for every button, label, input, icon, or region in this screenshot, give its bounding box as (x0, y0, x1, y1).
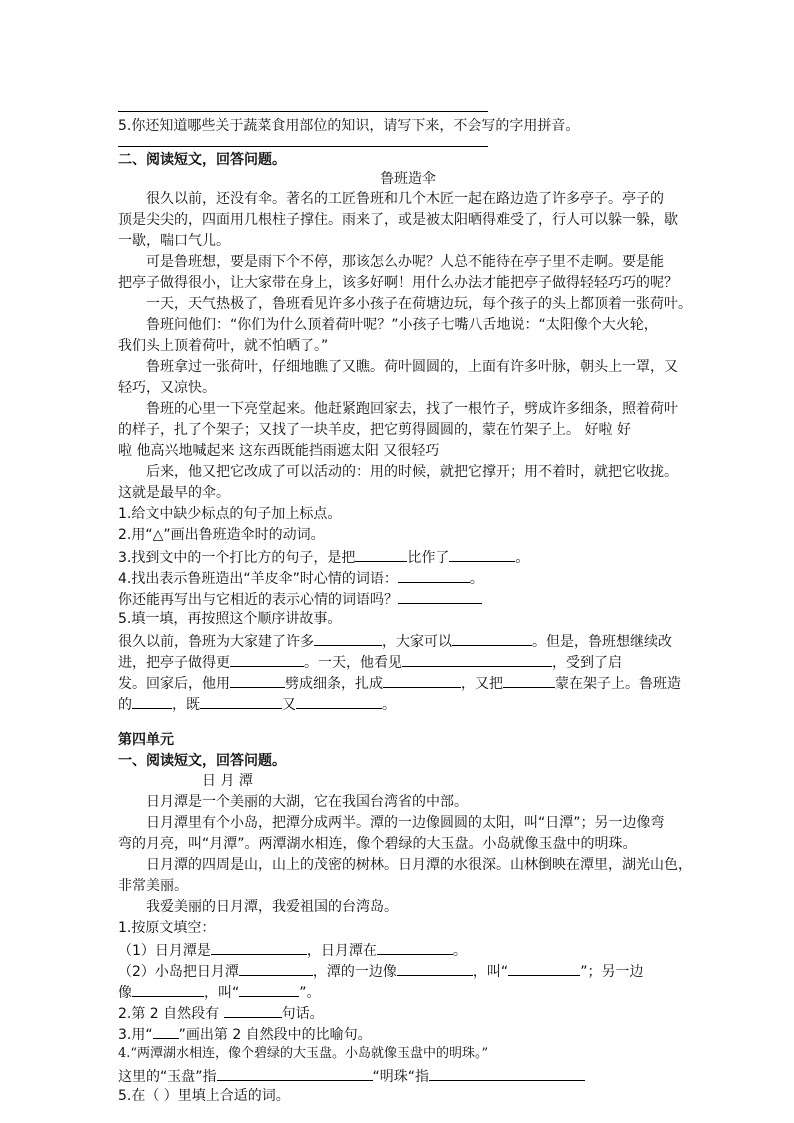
answer-blank[interactable] (224, 1002, 282, 1018)
fill-text: ”。 (299, 985, 321, 1001)
story-title: 日 月 潭 (202, 773, 253, 789)
fill-text: 又 (282, 697, 296, 713)
answer-blank[interactable] (398, 567, 470, 583)
fill-story-line (118, 672, 681, 694)
fill-text: 3.用“ (118, 1027, 153, 1043)
story-para-5: 轻巧，又凉快。 (118, 380, 216, 396)
answer-blank[interactable] (452, 630, 532, 646)
fill-text: ，又把 (461, 676, 503, 692)
fill-text: 很久以前，鲁班为大家建了许多 (118, 634, 314, 650)
story-para-4: 鲁班问他们：“你们为什么顶着荷叶呢？”小孩子七嘴八舌地说：“太阳像个大火轮， (146, 317, 658, 333)
story-para-1: 一歇，喘口气儿。 (118, 233, 230, 249)
story-para-6: 鲁班的心里一下亮堂起来。他赶紧跑回家去，找了一根竹子，劈成许多细条，照着荷叶 (146, 401, 678, 417)
story-para-2: 日月潭里有个小岛，把潭分成两半。潭的一边像圆圆的太阳，叫“日潭”；另一边像弯 (146, 815, 665, 831)
fill-text: 句话。 (281, 1006, 324, 1022)
fill-text: 劈成细条，扎成 (285, 676, 383, 692)
question-3-text: 。 (515, 550, 530, 566)
fill-text: 发。回家后，他用 (118, 676, 230, 692)
question-1-part-2 (118, 960, 643, 982)
fill-text: ，潭的一边像 (312, 964, 397, 980)
fill-text: ，叫“ (204, 985, 240, 1001)
story-para-7: 这就是最早的伞。 (118, 485, 230, 501)
story-para-4: 我们头上顶着荷叶，就不怕晒了。” (118, 338, 329, 354)
answer-blank[interactable] (211, 939, 307, 955)
answer-blank[interactable] (355, 546, 407, 562)
fill-text: ，受到了启 (552, 655, 622, 671)
story-para-7: 后来，他又把它改成了可以活动的：用的时候，就把它撑开；用不着时，就把它收拢。 (146, 464, 678, 480)
answer-line (118, 111, 488, 112)
unit-heading: 第四单元 (118, 732, 174, 748)
answer-blank[interactable] (200, 693, 282, 709)
fill-text: 进，把亭子做得更 (118, 655, 230, 671)
answer-blank[interactable] (132, 693, 172, 709)
question-4-followup (118, 588, 482, 610)
question-5-fill: 5.填一填，再按照这个顺序讲故事。 (118, 611, 342, 627)
answer-blank[interactable] (449, 546, 515, 562)
story-para-1: 顶是尖尖的，四面用几根柱子撑住。雨来了，或是被太阳晒得难受了，行人可以躲一躲，歇 (118, 212, 678, 228)
fill-story-line (118, 693, 396, 715)
question-4-text: 你还能再写出与它相近的表示心情的词语吗？ (118, 592, 398, 608)
answer-blank[interactable] (230, 672, 285, 688)
story-para-2: 弯的月亮，叫“月潭”。两潭湖水相连，像个碧绿的大玉盘。小岛就像玉盘中的明珠。 (118, 836, 637, 852)
answer-blank[interactable] (383, 672, 461, 688)
question-4 (118, 567, 484, 589)
fill-text: ，日月潭在 (306, 943, 377, 959)
answer-line (118, 146, 488, 147)
fill-text: ，既 (172, 697, 200, 713)
story-para-2: 把亭子做得很小，让大家带在身上，该多好啊！用什么办法才能把亭子做得轻轻巧巧的呢？ (118, 275, 678, 291)
fill-text: 。一天，他看见 (304, 655, 402, 671)
question-4: 4.“两潭湖水相连，像个碧绿的大玉盘。小岛就像玉盘中的明珠。” (118, 1046, 489, 1061)
story-para-5: 鲁班拿过一张荷叶，仔细地瞧了又瞧。荷叶圆圆的，上面有许多叶脉，朝头上一罩，又 (146, 359, 678, 375)
story-para-6: 啦 他高兴地喊起来 这东西既能挡雨遮太阳 又很轻巧 (118, 443, 440, 459)
question-5: 5.在（ ）里填上合适的词。 (118, 1088, 290, 1104)
question-1: 1.给文中缺少标点的句子加上标点。 (118, 506, 342, 522)
section-title-reading: 二、阅读短文，回答问题。 (118, 152, 286, 168)
story-para-3: 日月潭的四周是山，山上的茂密的树林。日月潭的水很深。山林倒映在潭里，湖光山色， (146, 857, 692, 873)
fill-story-line (118, 630, 672, 652)
fill-text: ”画出第 2 自然段中的比喻句。 (178, 1027, 372, 1043)
fill-text: 的 (118, 697, 132, 713)
question-1: 1.按原文填空： (118, 920, 216, 936)
fill-text: ，叫“ (472, 964, 509, 980)
fill-text: 蒙在架子上。鲁班造 (555, 676, 681, 692)
fill-text: 。但是，鲁班想继续改 (532, 634, 672, 650)
question-5: 5.你还知道哪些关于蔬菜食用部位的知识，请写下来，不会写的字用拼音。 (118, 118, 580, 134)
question-4-text: 。 (469, 571, 484, 587)
answer-blank[interactable] (132, 981, 204, 997)
question-3 (118, 546, 529, 568)
question-1-part-1 (118, 939, 467, 961)
answer-blank[interactable] (239, 981, 299, 997)
story-para-6: 的样子，扎了个架子；又找了一块羊皮，把它剪得圆圆的，蒙在竹架子上。 好啦 好 (118, 422, 631, 438)
answer-blank[interactable] (314, 630, 382, 646)
story-para-1: 日月潭是一个美丽的大湖，它在我国台湾省的中部。 (146, 794, 468, 810)
section-title-reading: 一、阅读短文，回答问题。 (118, 753, 286, 769)
story-para-3: 非常美丽。 (118, 878, 188, 894)
story-para-1: 很久以前，还没有伞。著名的工匠鲁班和几个木匠一起在路边造了许多亭子。亭子的 (146, 191, 664, 207)
story-title: 鲁班造伞 (380, 171, 436, 187)
answer-blank[interactable] (398, 588, 482, 604)
answer-blank[interactable] (296, 693, 382, 709)
answer-blank[interactable] (402, 651, 552, 667)
fill-text: 。 (382, 697, 396, 713)
answer-blank[interactable] (239, 960, 313, 976)
question-2: 2.用“△”画出鲁班造伞时的动词。 (118, 527, 325, 543)
question-4-answer (118, 1065, 585, 1087)
answer-blank[interactable] (508, 960, 580, 976)
fill-text: 像 (118, 985, 132, 1001)
story-para-3: 一天，天气热极了，鲁班看见许多小孩子在荷塘边玩，每个孩子的头上都顶着一张荷叶。 (146, 296, 692, 312)
fill-text: （2）小岛把日月潭 (118, 964, 239, 980)
fill-text: （1）日月潭是 (118, 943, 211, 959)
question-4-text: 4.找出表示鲁班造出“羊皮伞”时心情的词语： (118, 571, 398, 587)
question-3-text: 3.找到文中的一个打比方的句子，是把 (118, 550, 356, 566)
answer-blank[interactable] (503, 672, 555, 688)
answer-blank[interactable] (230, 651, 304, 667)
answer-blank[interactable] (217, 1065, 373, 1081)
fill-text: 2.第 2 自然段有 (118, 1006, 220, 1022)
answer-blank[interactable] (429, 1065, 585, 1081)
question-2 (118, 1002, 324, 1024)
question-1-part-2 (118, 981, 321, 1003)
story-para-4: 我爱美丽的日月潭，我爱祖国的台湾岛。 (146, 899, 398, 915)
question-3-text: 比作了 (407, 550, 450, 566)
fill-text: 这里的“玉盘”指 (118, 1069, 217, 1085)
fill-story-line (118, 651, 622, 673)
story-para-2: 可是鲁班想，要是雨下个不停，那该怎么办呢？人总不能待在亭子里不走啊。要是能 (146, 254, 664, 270)
fill-text: ，大家可以 (382, 634, 452, 650)
question-3 (118, 1023, 372, 1045)
fill-text: ”；另一边 (580, 964, 644, 980)
answer-blank[interactable] (397, 960, 473, 976)
answer-blank[interactable] (377, 939, 453, 955)
fill-text: 。 (452, 943, 467, 959)
fill-text: “明珠“指 (372, 1069, 430, 1085)
answer-blank[interactable] (153, 1023, 179, 1039)
